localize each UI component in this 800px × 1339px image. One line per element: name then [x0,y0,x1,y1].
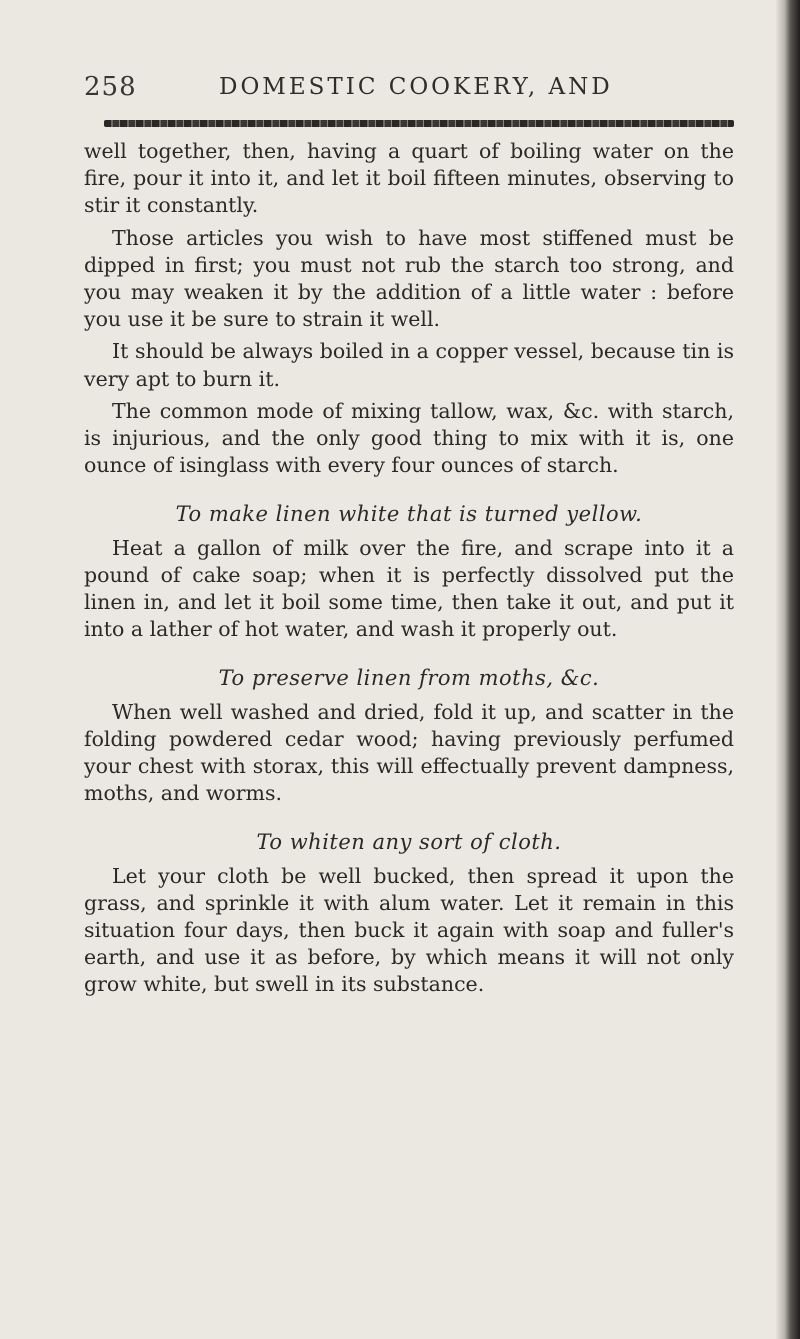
section-heading-whiten-cloth: To whiten any sort of cloth. [256,830,562,855]
section-text-whiten-cloth: Let your cloth be well bucked, then spread it upon the grass, and sprinkle it with alum water. Let it remain in this situation four days, then buck it again with soap and fuller's earth, and use it as before, by which means it will not only grow white, but swell in its substance. [84,863,734,997]
paragraph-continued: well together, then, having a quart of boiling water on the fire, pour it into it, and let it boil fifteen minutes, observing to stir it constantly. [84,139,734,218]
section-text-linen-white: Heat a gallon of milk over the fire, and scrape into it a pound of cake soap; when it is perfectly dissolved put the linen in, and let it boil some time, then take it out, and put it into a lather of hot water, and wash it properly out. [84,535,734,642]
running-head [84,72,724,108]
section-text-preserve-linen: When well washed and dried, fold it up, and scatter in the folding powdered cedar wood; having previously perfumed your chest with storax, this will effectually prevent dampness, moths, and worms. [84,699,734,806]
section-heading-preserve-linen: To preserve linen from moths, &c. [218,666,600,691]
running-title: DOMESTIC COOKERY, AND [219,74,613,100]
paragraph-copper-vessel: It should be always boiled in a copper vessel, because tin is very apt to burn it. [84,339,734,391]
book-spine-edge [776,0,800,1339]
paragraph-stiffened: Those articles you wish to have most stiffened must be dipped in first; you must not rub the starch too strong, and you may weaken it by the addition of a little water : before you use it be sure to strain it well. [84,225,734,332]
page-text [84,138,734,999]
paragraph-common-mode: The common mode of mixing tallow, wax, &c. with starch, is injurious, and the only good thing to mix with it is, one ounce of isinglass with every four ounces of starch. [84,398,734,478]
header-rule [104,120,734,127]
section-heading-linen-white: To make linen white that is turned yellow. [175,502,643,527]
page-number: 258 [84,72,137,102]
